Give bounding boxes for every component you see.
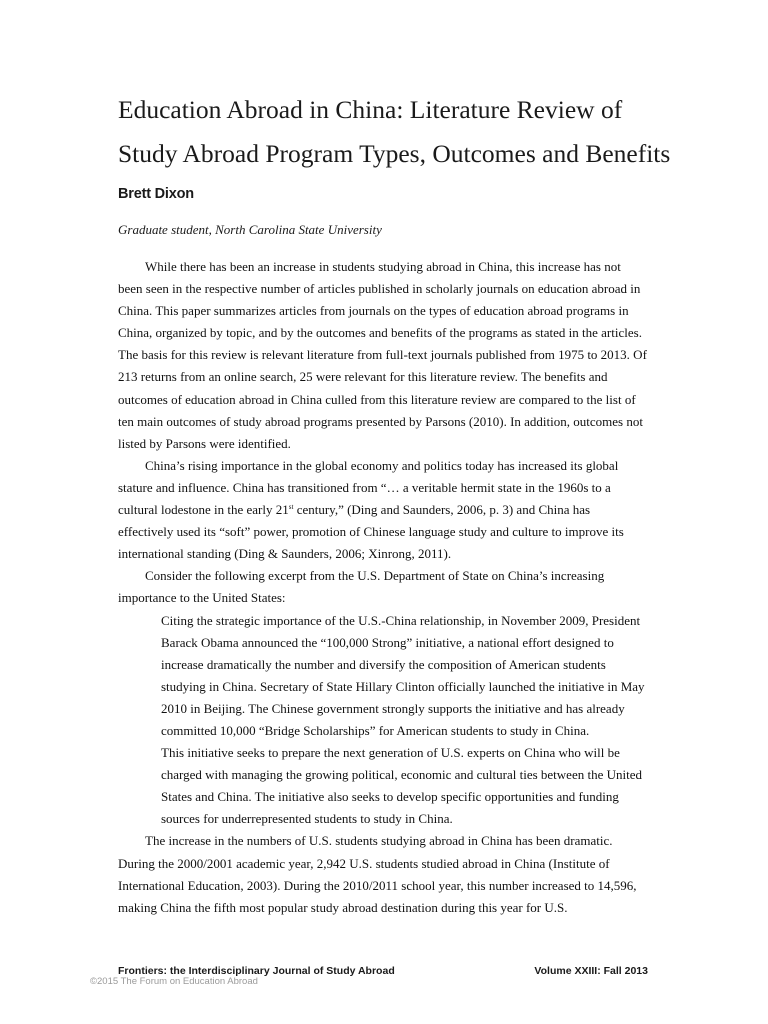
body-paragraph: Consider the following excerpt from the U.S. Department of State on China’s increasing importance to the United States: [118, 568, 605, 606]
author-name: Brett Dixon [118, 186, 194, 202]
paper-title: Education Abroad in China: Literature Review of Study Abroad Program Types, Outcomes and Benefits [118, 95, 671, 168]
author-affiliation: Graduate student, North Carolina State University [118, 222, 382, 237]
copyright-notice: ©2015 The Forum on Education Abroad [90, 976, 258, 987]
body-paragraph: The increase in the numbers of U.S. students studying abroad in China has been dramatic. During the 2000/2001 academic year, 2,942 U.S. students studied abroad in China (Institute of International Education, 2003). During the 2010/2011 school year, this number increased to 14,596, making China the fifth most popular study abroad destination during this year for U.S. [118, 833, 637, 915]
paragraph-text: century,” (Ding and Saunders, 2006, p. 3) and China has effectively used its “soft” power, promotion of Chinese language study and culture to improve its international standing (Ding & Saunders, 2006; Xinrong, 2011). [118, 502, 624, 562]
paragraph-text: China’s rising importance in the global economy and politics today has increased its global stature and influence. China has transitioned from “… a veritable hermit state in the 1960s to a cultural lodestone in the early 21 [118, 457, 619, 518]
block-quote-paragraph: This initiative seeks to prepare the next generation of U.S. experts on China who will be charged with managing the growing political, economic and cultural ties between the United States and China. The initiative also seeks to develop specific opportunities and funding sources for underrepresented students to study in China. [161, 745, 642, 827]
block-quote-paragraph: Citing the strategic importance of the U.S.-China relationship, in November 2009, President Barack Obama announced the “100,000 Strong” initiative, a national effort designed to increase dramatically the number and diversify the composition of American students studying in China. Secretary of State Hillary Clinton officially launched the initiative in May 2010 in Beijing. The Chinese government strongly supports the initiative and has already committed 10,000 “Bridge Scholarships” for American students to study in China. [161, 612, 645, 738]
paper-body [118, 256, 648, 919]
body-paragraph [118, 455, 648, 565]
footer-volume: Volume XXIII: Fall 2013 [534, 965, 648, 977]
superscript-ordinal: st [288, 503, 294, 512]
footer-journal-name: Frontiers: the Interdisciplinary Journal of Study Abroad [118, 965, 395, 977]
body-paragraph: While there has been an increase in students studying abroad in China, this increase has not been seen in the respective number of articles published in scholarly journals on education abroad in China. This paper summarizes articles from journals on the types of education abroad programs in China, organized by topic, and by the outcomes and benefits of the programs as stated in the articles. The basis for this review is relevant literature from full-text journals published from 1975 to 2013. Of 213 returns from an online search, 25 were relevant for this literature review. The benefits and outcomes of education abroad in China culled from this literature review are compared to the list of ten main outcomes of study abroad programs presented by Parsons (2010). In addition, outcomes not listed by Parsons were identified. [118, 259, 647, 451]
